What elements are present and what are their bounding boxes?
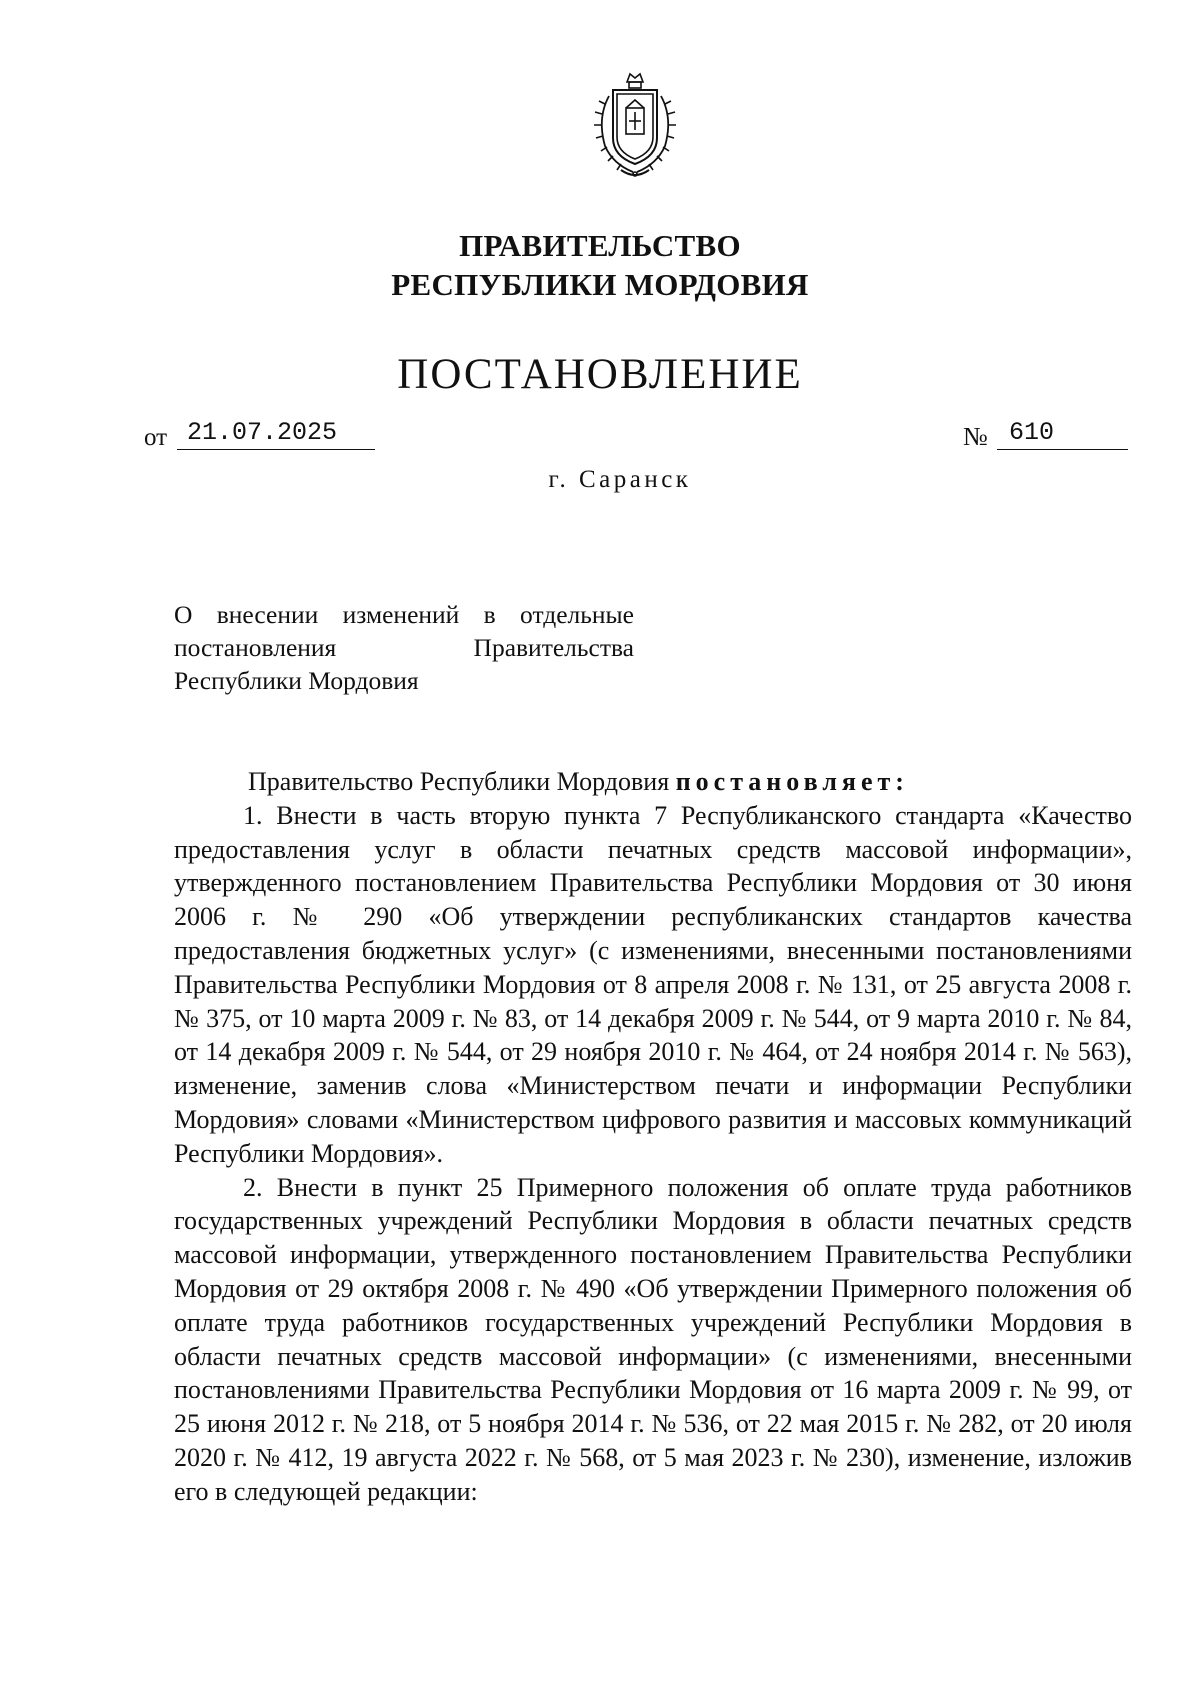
- subject-line-2: постановления Правительства: [174, 633, 634, 662]
- subject-line-1: О внесении изменений в отдельные: [174, 600, 634, 629]
- subject-line-3: Республики Мордовия: [174, 666, 419, 695]
- document-number: 610: [997, 418, 1128, 450]
- date-prefix: от: [144, 424, 168, 451]
- document-type-title: ПОСТАНОВЛЕНИЕ: [397, 351, 803, 398]
- decree-verb: постановляет:: [675, 767, 909, 796]
- city: г. Саранск: [548, 466, 692, 493]
- number-prefix: №: [963, 422, 988, 451]
- decree-lead: Правительство Республики Мордовия: [248, 767, 670, 796]
- item-1: 1. Внести в часть вторую пункта 7 Республиканского стандарта «Качество предоставления услуг в области печатных средств массовой информации», утвержденного постановлением Правительства Республики Мордовия от 30 июня 2006 г. № 290 «Об утверждении республиканских стандартов качества предоставления бюджетных услуг» (с изменениями, внесенными постановлениями Правительства Республики Мордовия от 8 апреля 2008 г. № 131, от 25 августа 2008 г. № 375, от 10 марта 2009 г. № 83, от 14 декабря 2009 г. № 544, от 9 марта 2010 г. № 84, от 14 декабря 2009 г. № 544, от 29 ноября 2010 г. № 464, от 24 ноября 2014 г. № 563), изменение, заменив слова «Министерством печати и информации Республики Мордовия» словами «Министерством цифрового развития и массовых коммуникаций Республики Мордовия».: [174, 800, 1132, 1168]
- org-title-line2: РЕСПУБЛИКИ МОРДОВИЯ: [391, 267, 809, 302]
- document-subject: [174, 598, 634, 697]
- document-date: 21.07.2025: [177, 418, 375, 450]
- item-2: 2. Внести в пункт 25 Примерного положения об оплате труда работников государственных учреждений Республики Мордовия в области печатных средств массовой информации, утвержденного постановлением Правительства Республики Мордовия от 29 октября 2008 г. № 490 «Об утверждении Примерного положения об оплате труда работников государственных учреждений Республики Мордовия в области печатных средств массовой информации» (с изменениями, внесенными постановлениями Правительства Республики Мордовия от 16 марта 2009 г. № 99, от 25 июня 2012 г. № 218, от 5 ноября 2014 г. № 536, от 22 мая 2015 г. № 282, от 20 июля 2020 г. № 412, 19 августа 2022 г. № 568, от 5 мая 2023 г. № 230), изменение, изложив его в следующей редакции:: [174, 1172, 1132, 1506]
- decree-clause: [174, 765, 1132, 799]
- org-title-line1: ПРАВИТЕЛЬСТВО: [459, 228, 741, 263]
- document-body: [174, 765, 1132, 1509]
- mordovia-coat-of-arms-icon: [583, 68, 687, 186]
